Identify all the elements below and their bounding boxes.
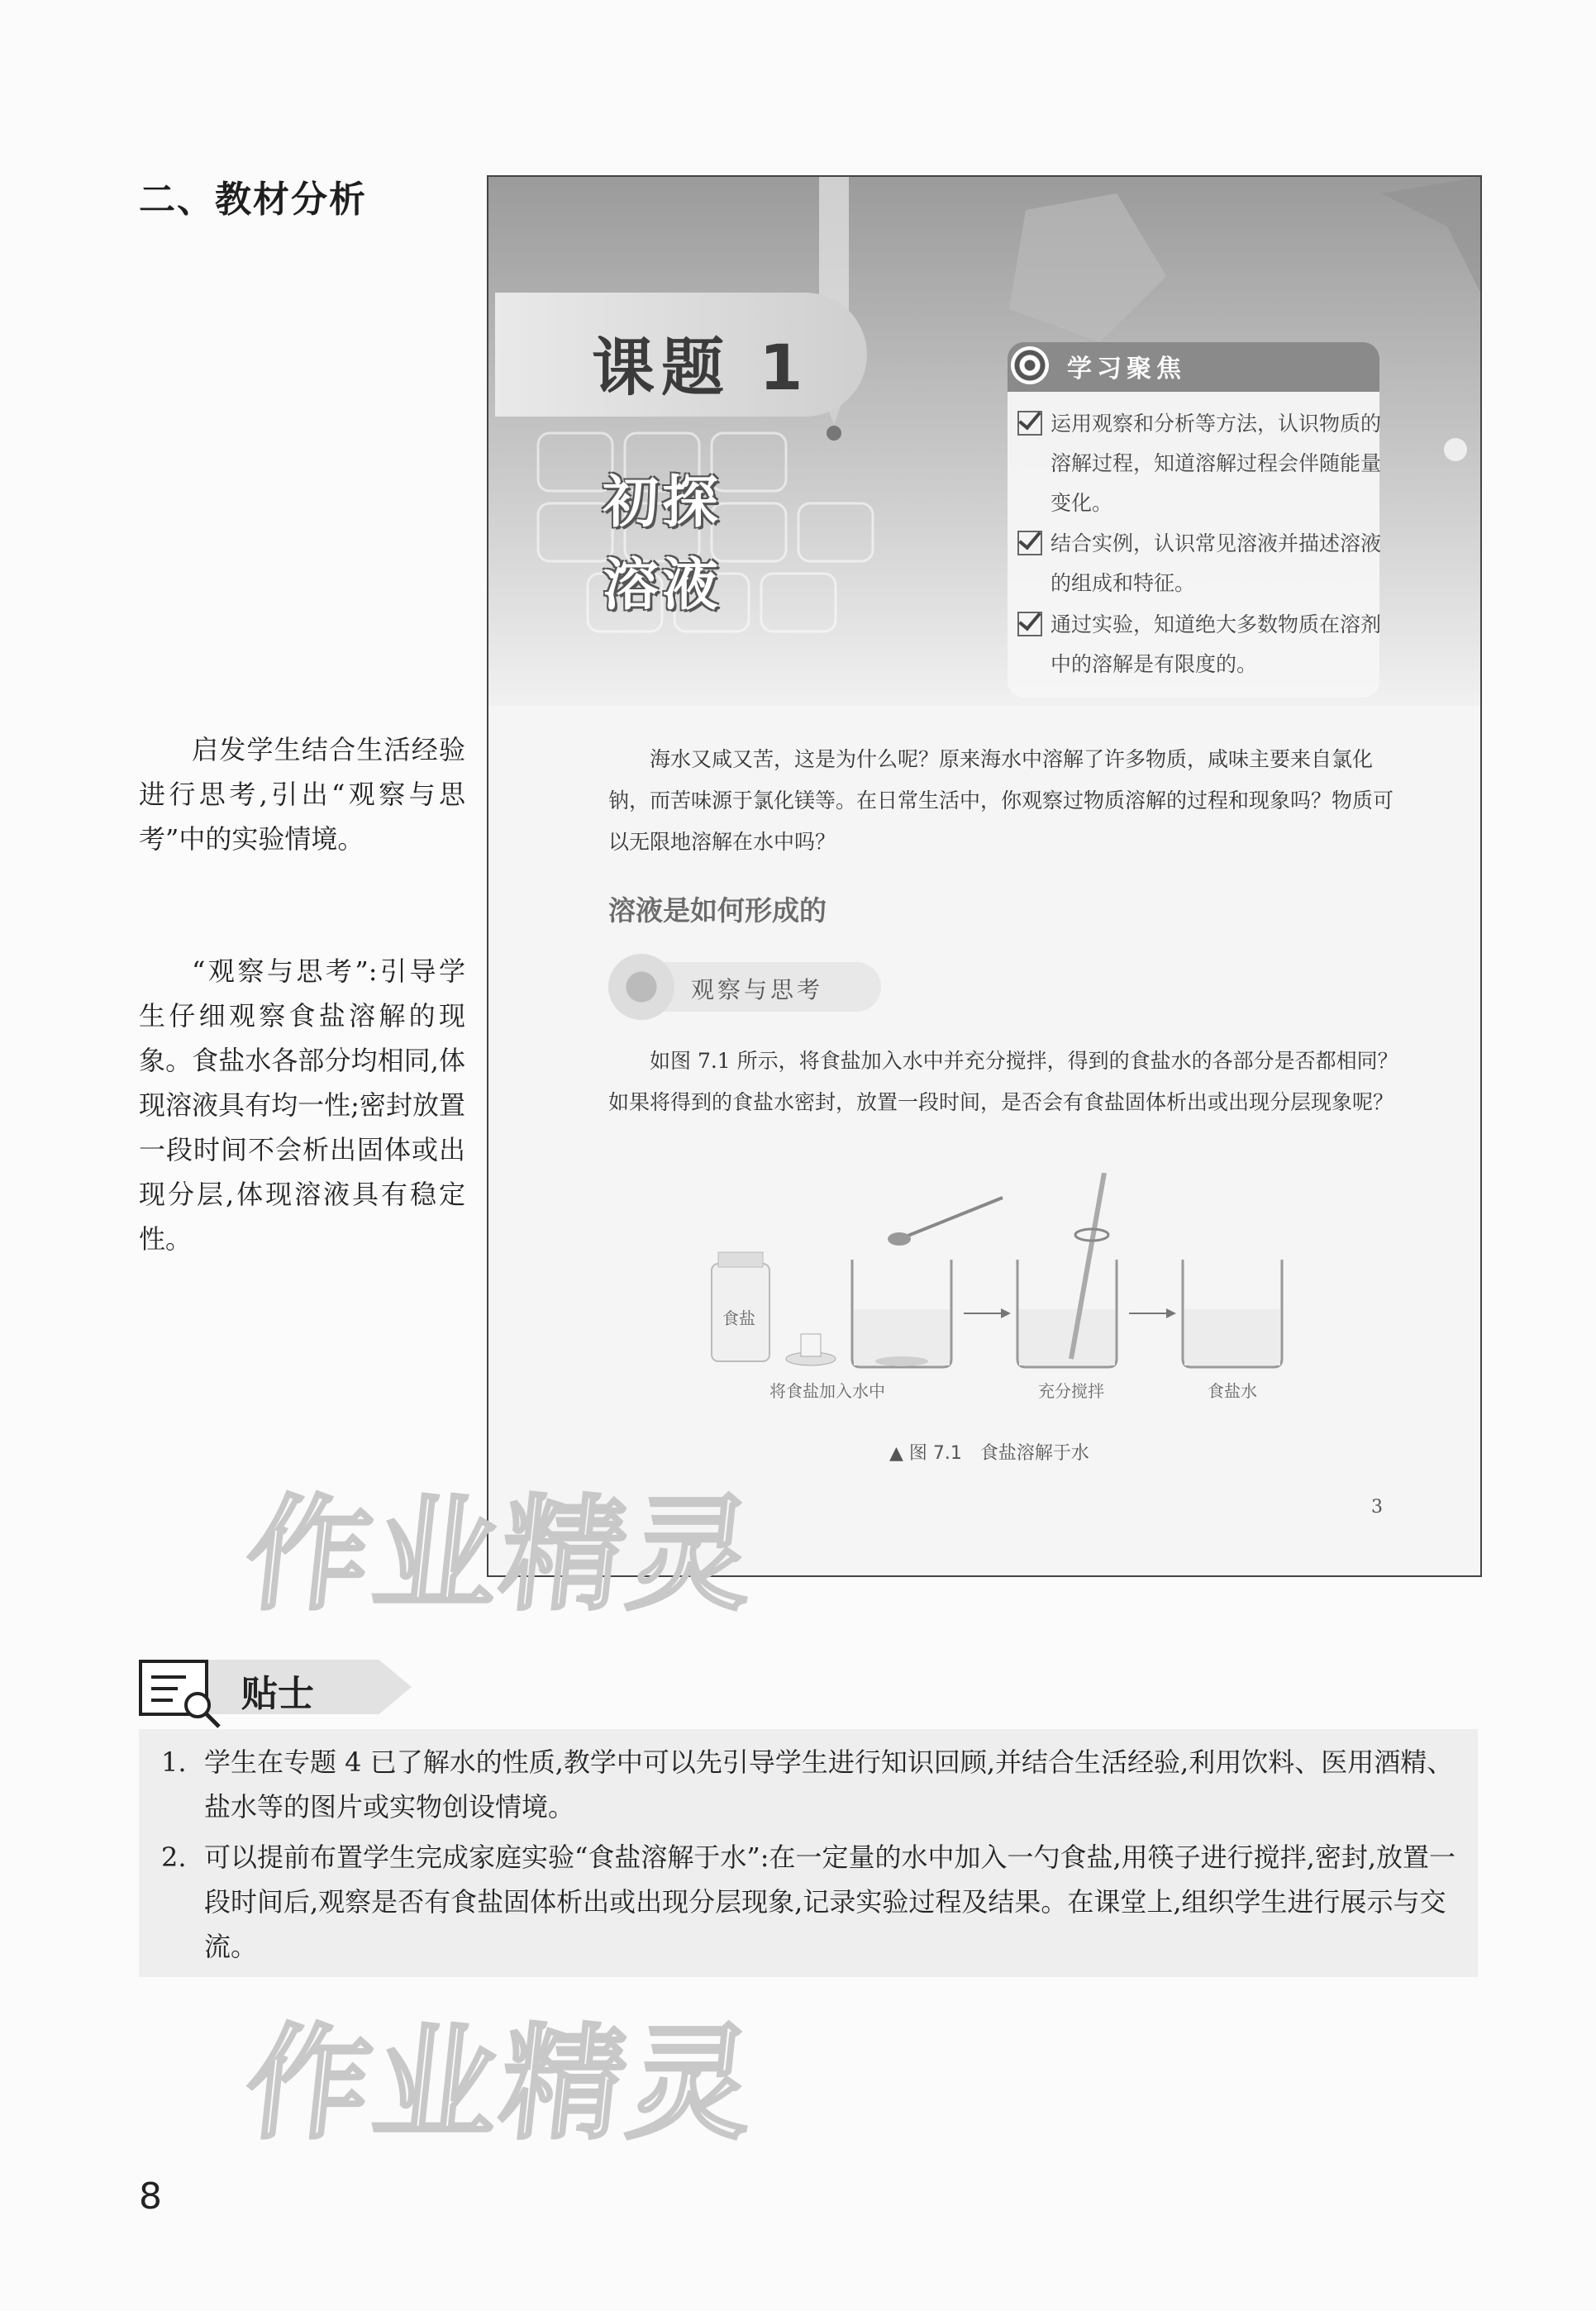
checkbox-icon	[1017, 411, 1042, 436]
arrow-icon	[964, 1308, 1011, 1318]
arrow-icon	[1129, 1308, 1176, 1318]
textbook-page	[487, 175, 1482, 1577]
step-2-label: 充分搅拌	[1038, 1381, 1104, 1401]
focus-item	[1017, 605, 1398, 684]
subheading: 溶液是如何形成的	[608, 894, 827, 927]
figure-7-1	[488, 1173, 1480, 1446]
textbook-page-number: 3	[1371, 1497, 1383, 1518]
atom-icon	[608, 954, 674, 1020]
tip-number: 1.	[161, 1746, 187, 1778]
focus-header	[1008, 342, 1379, 392]
magnifier-note-icon	[136, 1657, 227, 1732]
jar-label: 食盐	[722, 1308, 755, 1328]
focus-label: 学习聚焦	[1067, 355, 1186, 384]
figure-caption: ▲ 图 7.1 食盐溶解于水	[889, 1443, 1089, 1464]
tip-text: 学生在专题 4 已了解水的性质,教学中可以先引导学生进行知识回顾,并结合生活经验,利用饮料、医用酒精、盐水等的图片或实物创设情境。	[204, 1746, 1454, 1823]
checkbox-icon	[1017, 612, 1042, 636]
tip-number: 2.	[161, 1842, 187, 1873]
beaker-1	[852, 1260, 951, 1367]
tips-label: 贴士	[241, 1673, 314, 1715]
topic-label: 课题 1	[592, 331, 810, 404]
focus-item-text: 运用观察和分析等方法，认识物质的溶解过程，知道溶解过程会伴随能量变化。	[1051, 412, 1382, 515]
beaker-2	[1017, 1173, 1117, 1367]
margin-note-text: 启发学生结合生活经验进行思考,引出“观察与思考”中的实验情境。	[139, 734, 465, 855]
watermark: 作业精灵	[239, 1484, 764, 1627]
topic-title-line1: 初探	[603, 470, 722, 536]
spoon-icon	[888, 1198, 1003, 1246]
observe-label: 观察与思考	[691, 976, 824, 1003]
focus-item	[1017, 404, 1398, 523]
beaker-3	[1183, 1260, 1282, 1367]
target-icon	[1011, 346, 1049, 384]
focus-item-text: 结合实例，认识常见溶液并描述溶液的组成和特征。	[1051, 531, 1382, 595]
topic-title-line2: 溶液	[603, 553, 722, 618]
step-3-label: 食盐水	[1208, 1381, 1257, 1401]
step-1-label: 将食盐加入水中	[769, 1381, 885, 1401]
tip-item	[161, 1835, 1467, 1969]
intro-paragraph: 海水又咸又苦，这是为什么呢？原来海水中溶解了许多物质，咸味主要来自氯化钠，而苦味源于氯化镁等。在日常生活中，你观察过物质溶解的过程和现象吗？物质可以无限地溶解在水中吗？	[608, 747, 1394, 854]
checkbox-icon	[1017, 531, 1042, 555]
margin-note-2	[139, 949, 465, 1261]
margin-note-1	[139, 727, 465, 861]
watermark: 作业精灵	[239, 2013, 764, 2156]
section-title: 二、教材分析	[139, 179, 367, 221]
observe-paragraph: 如图 7.1 所示，将食盐加入水中并充分搅拌，得到的食盐水的各部分是否都相同？如果将得到的食盐水密封，放置一段时间，是否会有食盐固体析出或出现分层现象呢？	[608, 1049, 1398, 1114]
tip-item	[161, 1740, 1467, 1829]
margin-note-text: “观察与思考”:引导学生仔细观察食盐溶解的现象。食盐水各部分均相同,体现溶液具有均一性;密封放置一段时间不会析出固体或出现分层,体现溶液具有稳定性。	[139, 955, 465, 1255]
focus-item-text: 通过实验，知道绝大多数物质在溶剂中的溶解是有限度的。	[1051, 612, 1382, 676]
page-number: 8	[139, 2175, 162, 2218]
tip-text: 可以提前布置学生完成家庭实验“食盐溶解于水”:在一定量的水中加入一勺食盐,用筷子进行搅拌,密封,放置一段时间后,观察是否有食盐固体析出或出现分层现象,记录实验过程及结果。在课堂上,组织学生进行展示与交流。	[204, 1842, 1456, 1962]
focus-item	[1017, 524, 1398, 603]
